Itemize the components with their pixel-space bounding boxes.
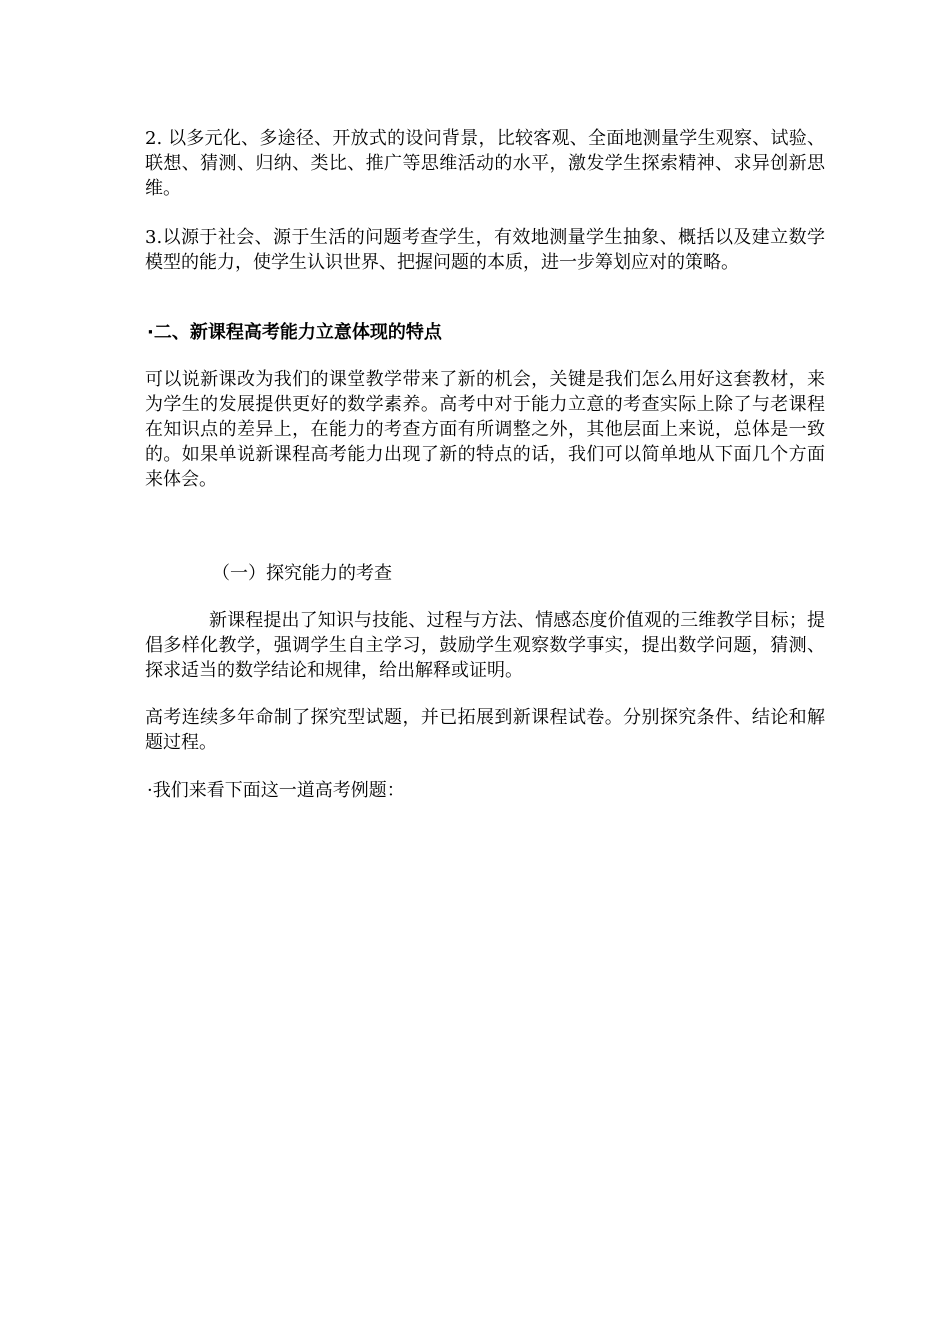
paragraph-point-2: 2. 以多元化、多途径、开放式的设问背景，比较客观、全面地测量学生观察、试验、联想、猜测、归纳、类比、推广等思维活动的水平，激发学生探索精神、求异创新思维。: [145, 128, 825, 199]
paragraph-example-lead: ·我们来看下面这一道高考例题：: [147, 780, 405, 801]
paragraph-intro: 可以说新课改为我们的课堂教学带来了新的机会，关键是我们怎么用好这套教材，来为学生的发展提供更好的数学素养。高考中对于能力立意的考查实际上除了与老课程在知识点的差异上，在能力的考查方面有所调整之外，其他层面上来说，总体是一致的。如果单说新课程高考能力出现了新的特点的话，我们可以简单地从下面几个方面来体会。: [145, 369, 825, 490]
subsection-heading: （一）探究能力的考查: [212, 563, 392, 584]
section-heading: ·二、新课程高考能力立意体现的特点: [147, 322, 442, 343]
paragraph-point-3: 3.以源于社会、源于生活的问题考查学生，有效地测量学生抽象、概括以及建立数学模型的能力，使学生认识世界、把握问题的本质，进一步筹划应对的策略。: [145, 227, 825, 273]
paragraph-exam: 高考连续多年命制了探究型试题，并已拓展到新课程试卷。分别探究条件、结论和解题过程。: [145, 707, 825, 753]
paragraph-curriculum: 新课程提出了知识与技能、过程与方法、情感态度价值观的三维教学目标；提倡多样化教学，强调学生自主学习，鼓励学生观察数学事实，提出数学问题，猜测、探求适当的数学结论和规律，给出解释或证明。: [145, 610, 825, 681]
